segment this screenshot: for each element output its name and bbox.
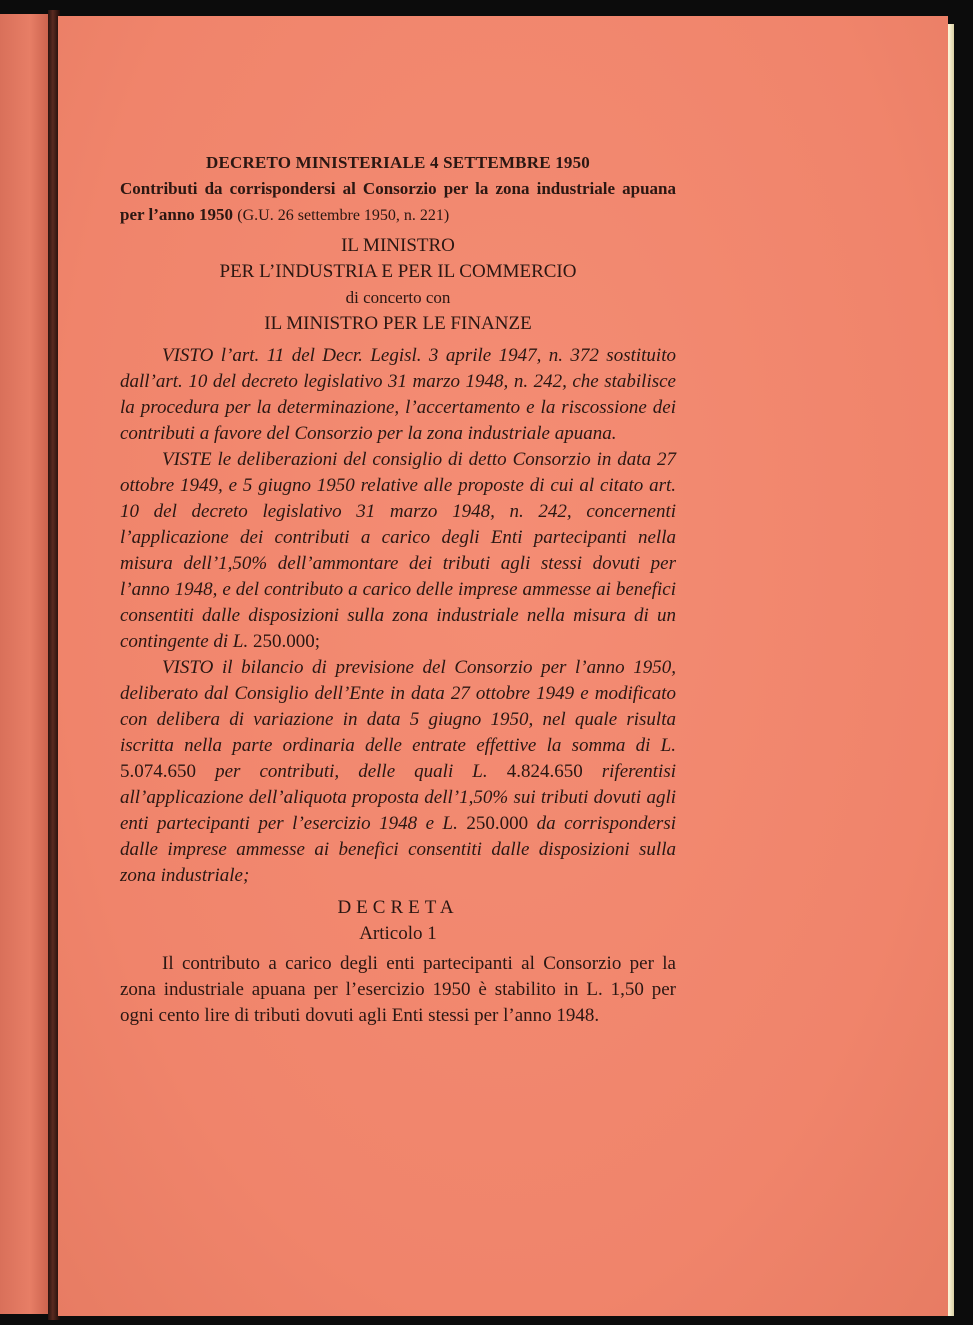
- issuer-line-3: di concerto con: [345, 288, 451, 307]
- issuer-line-4: IL MINISTRO PER LE FINANZE: [264, 313, 532, 334]
- preamble-paragraph-2: [120, 447, 676, 655]
- preamble-paragraph-2-text: VISTE le deliberazioni del consiglio di detto Consorzio in data 27 ottobre 1949, e 5 giugno 1950 relative alle proposte di cui al citato art. 10 del decreto legislativo 31 marzo 1948, n. 242, concernenti l’applicazione dei contributi a carico degli Enti partecipanti nella misura dell’1,50% dell’ammontare dei tributi agli stessi dovuti per l’anno 1948, e del contributo a carico delle imprese ammesse ai benefici consentiti dalle disposizioni sulla zona industriale nella misura di un contingente di L.: [120, 449, 676, 652]
- preamble-amount-3: 4.824.650: [506, 761, 583, 782]
- preamble-amount-1: 250.000;: [252, 631, 321, 652]
- preamble-amount-2: 5.074.650: [120, 761, 196, 782]
- decree-header: [120, 150, 676, 229]
- article-heading: Articolo 1: [359, 923, 437, 944]
- issuer-block: [120, 233, 676, 337]
- preamble-amount-4: 250.000: [466, 813, 529, 834]
- preamble-paragraph-3-text-c: riferentisi all’applicazione dell’aliquota proposta dell’1,50% sui tributi dovuti agli enti partecipanti per l’esercizio 1948 e L.: [120, 761, 676, 834]
- preamble-paragraph-3-text-a: VISTO il bilancio di previsione del Consorzio per l’anno 1950, deliberato dal Consiglio dell’Ente in data 27 ottobre 1949 e modificato con delibera di variazione in data 5 giugno 1950, nel quale risulta iscritta nella parte ordinaria delle entrate effettive la somma di L.: [120, 657, 676, 756]
- decree-title: DECRETO MINISTERIALE 4 SETTEMBRE 1950: [205, 153, 590, 172]
- page-content: [120, 150, 676, 1029]
- decree-subtitle-text: Contributi da corrispondersi al Consorzio per la zona industriale apuana per l’anno 1950: [120, 179, 676, 224]
- preamble-paragraph-3: [120, 655, 676, 889]
- issuer-line-1: IL MINISTRO: [341, 235, 455, 256]
- preamble-paragraph-1: VISTO l’art. 11 del Decr. Legisl. 3 aprile 1947, n. 372 sostituito dall’art. 10 del decreto legislativo 31 marzo 1948, n. 242, che stabilisce la procedura per la determinazione, l’accertamento e la riscossione dei contributi a favore del Consorzio per la zona industriale apuana.: [120, 345, 676, 444]
- left-page-edge: [0, 14, 50, 1314]
- preamble-paragraph-3-text-d: da corrispondersi dalle imprese ammesse ai benefici consentiti dalle disposizioni sulla zona industriale;: [120, 813, 676, 886]
- preamble-paragraph-3-text-b: per contributi, delle quali L.: [215, 761, 488, 782]
- issuer-line-2: PER L’INDUSTRIA E PER IL COMMERCIO: [219, 261, 577, 282]
- gazette-reference: (G.U. 26 settembre 1950, n. 221): [237, 207, 450, 224]
- preamble: [120, 343, 676, 889]
- article-1-text: Il contributo a carico degli enti partecipanti al Consorzio per la zona industriale apuana per l’esercizio 1950 è stabilito in L. 1,50 per ogni cento lire di tributi dovuti agli Enti stessi per l’anno 1948.: [120, 953, 676, 1026]
- decree-subtitle: [120, 176, 676, 229]
- document-page: [58, 16, 948, 1316]
- decreta-heading: DECRETA: [337, 897, 459, 918]
